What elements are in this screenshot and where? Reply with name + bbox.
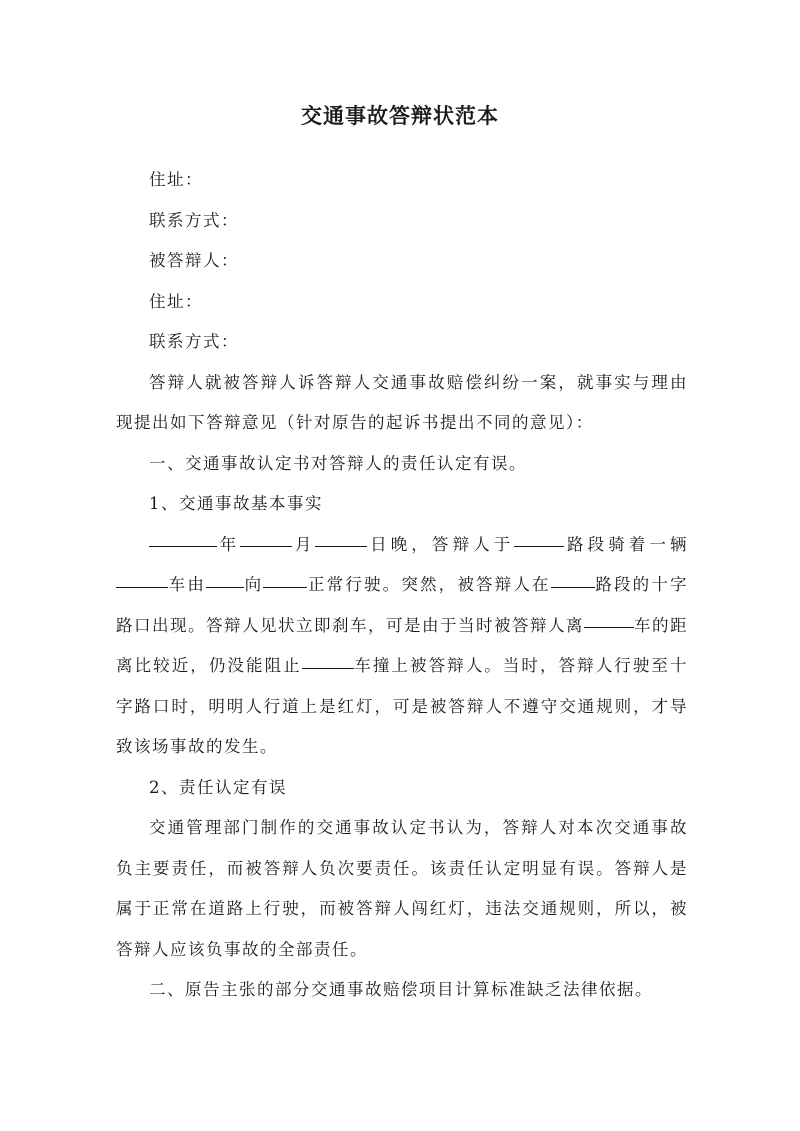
field-respondent-contact: 联系方式： (149, 332, 239, 351)
section-1-heading: 一、交通事故认定书对答辩人的责任认定有误。 (149, 453, 527, 473)
blank-line (514, 545, 564, 547)
facts-text: 路段骑着一辆 (564, 534, 689, 554)
facts-text: 年 (217, 534, 241, 554)
blank-line (263, 586, 307, 588)
blank-line (149, 545, 217, 547)
field-respondent-address: 住址： (149, 291, 203, 311)
document-title: 交通事故答辩状范本 (301, 103, 499, 128)
facts-text: 车的距离比较近，仍没能阻止 (116, 615, 688, 675)
subsection-1-heading: 1、交通事故基本事实 (149, 494, 323, 513)
blank-line (302, 667, 354, 669)
field-contact: 联系方式： (149, 210, 239, 230)
facts-paragraph (116, 525, 688, 768)
facts-text: 向 (244, 575, 264, 594)
facts-text: 车撞上被答辩人。当时，答辩人行驶至十字路口时，明明人行道上是红灯，可是被答辩人不遵守交通规则，才导致该场事故的发生。 (116, 656, 689, 756)
liability-paragraph: 交通管理部门制作的交通事故认定书认为，答辩人对本次交通事故负主要责任，而被答辩人负次要责任。该责任认定明显有误。答辩人是属于正常在道路上行驶，而被答辩人闯红灯，违法交通规则，所以，被答辩人应该负事故的全部责任。 (116, 818, 688, 959)
facts-text: 月 (292, 534, 316, 554)
field-respondent: 被答辩人： (149, 251, 239, 270)
subsection-2-heading: 2、责任认定有误 (149, 777, 287, 797)
facts-text: 正常行驶。突然，被答辩人在 (307, 575, 551, 594)
intro-paragraph: 答辩人就被答辩人诉答辩人交通事故赔偿纠纷一案，就事实与理由现提出如下答辩意见（针对原告的起诉书提出不同的意见）： (116, 372, 688, 432)
blank-line (116, 586, 168, 588)
blank-line (584, 626, 634, 628)
blank-line (315, 545, 367, 547)
facts-text: 路段的十字路口出现。答辩人见状立即刹车，可是由于当时被答辩人离 (116, 575, 689, 635)
document-body (116, 160, 688, 1011)
blank-line (240, 545, 292, 547)
blank-line (551, 586, 595, 588)
facts-text: 日晚，答辩人于 (367, 534, 515, 554)
section-2-heading: 二、原告主张的部分交通事故赔偿项目计算标准缺乏法律依据。 (149, 980, 653, 999)
field-address: 住址： (149, 170, 203, 189)
facts-text: 车由 (168, 575, 206, 594)
blank-line (206, 586, 244, 588)
